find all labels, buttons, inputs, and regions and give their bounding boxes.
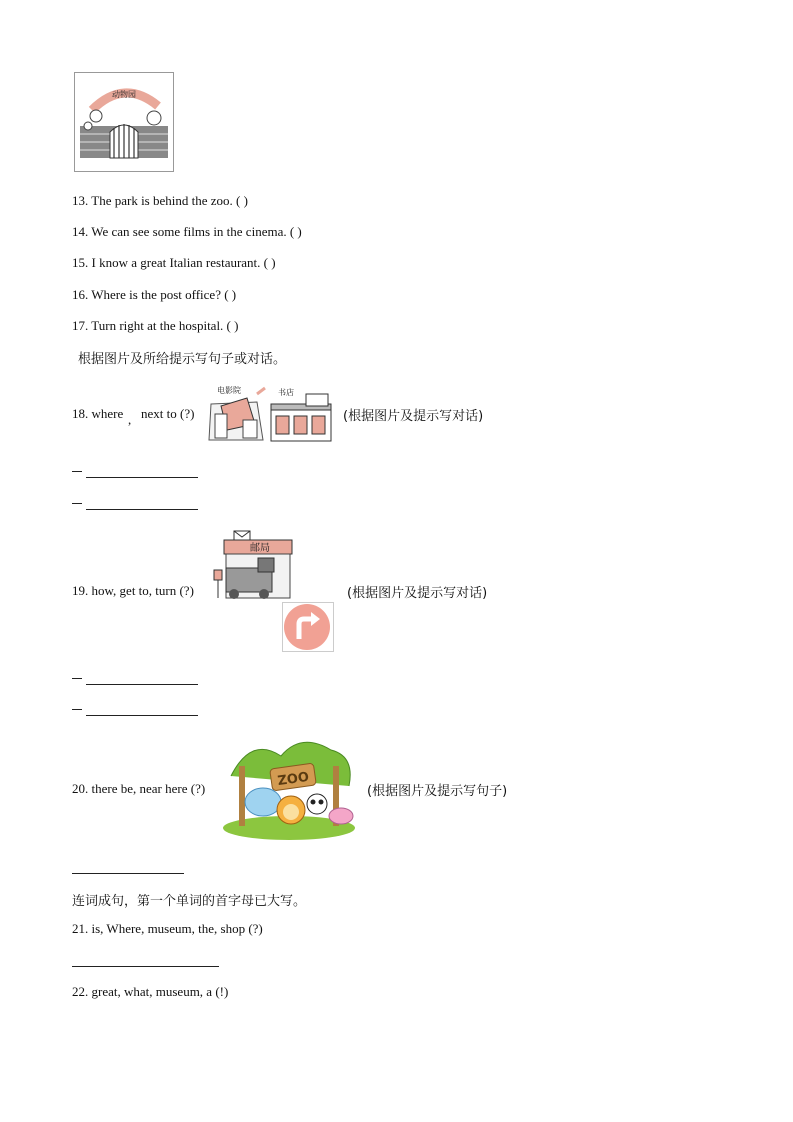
answer-dash xyxy=(72,709,82,710)
question-21-prompt: 21. is, Where, museum, the, shop (?) xyxy=(72,921,263,936)
question-18-hint: (根据图片及提示写对话) xyxy=(343,409,484,424)
cinema-label: 电影院 xyxy=(217,386,241,395)
section-write-instruction: 根据图片及所给提示写句子或对话。 xyxy=(78,352,287,367)
zoo-sign-label: ZOO xyxy=(276,769,311,790)
question-20-prompt: 20. there be, near here (?) xyxy=(72,781,206,796)
zoo-gate-image xyxy=(74,72,174,172)
question-16: 16. Where is the post office? ( ) xyxy=(72,287,237,302)
question-19-hint: (根据图片及提示写对话) xyxy=(347,586,488,601)
answer-line-19b[interactable] xyxy=(86,715,198,716)
bookstore-label: 书店 xyxy=(278,388,294,397)
zoo-image xyxy=(221,736,357,840)
answer-line-18a[interactable] xyxy=(86,477,198,478)
answer-dash xyxy=(72,503,82,504)
answer-line-21[interactable] xyxy=(72,966,219,967)
answer-line-18b[interactable] xyxy=(86,509,198,510)
answer-line-19a[interactable] xyxy=(86,684,198,685)
cinema-image xyxy=(207,384,267,442)
question-15: 15. I know a great Italian restaurant. ( ) xyxy=(72,255,276,270)
answer-dash xyxy=(72,471,82,472)
section-order-instruction: 连词成句，第一个单词的首字母已大写。 xyxy=(72,894,307,909)
question-13: 13. The park is behind the zoo. ( ) xyxy=(72,193,248,208)
question-14: 14. We can see some films in the cinema. ( ) xyxy=(72,224,302,239)
question-18-prompt-b: next to (?) xyxy=(141,406,195,421)
question-18-prompt-a: 18. where xyxy=(72,406,124,421)
post-office-label: 邮局 xyxy=(250,543,270,554)
bookstore-image xyxy=(270,386,334,442)
answer-line-20[interactable] xyxy=(72,873,184,874)
post-office-image xyxy=(212,528,298,602)
question-22-prompt: 22. great, what, museum, a (!) xyxy=(72,984,229,999)
question-20-hint: (根据图片及提示写句子) xyxy=(367,784,508,799)
question-19-prompt: 19. how, get to, turn (?) xyxy=(72,583,194,598)
turn-right-arrow-icon xyxy=(282,602,334,652)
question-17: 17. Turn right at the hospital. ( ) xyxy=(72,318,239,333)
question-18-comma: , xyxy=(128,412,132,427)
answer-dash xyxy=(72,678,82,679)
zoo-sign-text: 动物园 xyxy=(112,90,136,99)
